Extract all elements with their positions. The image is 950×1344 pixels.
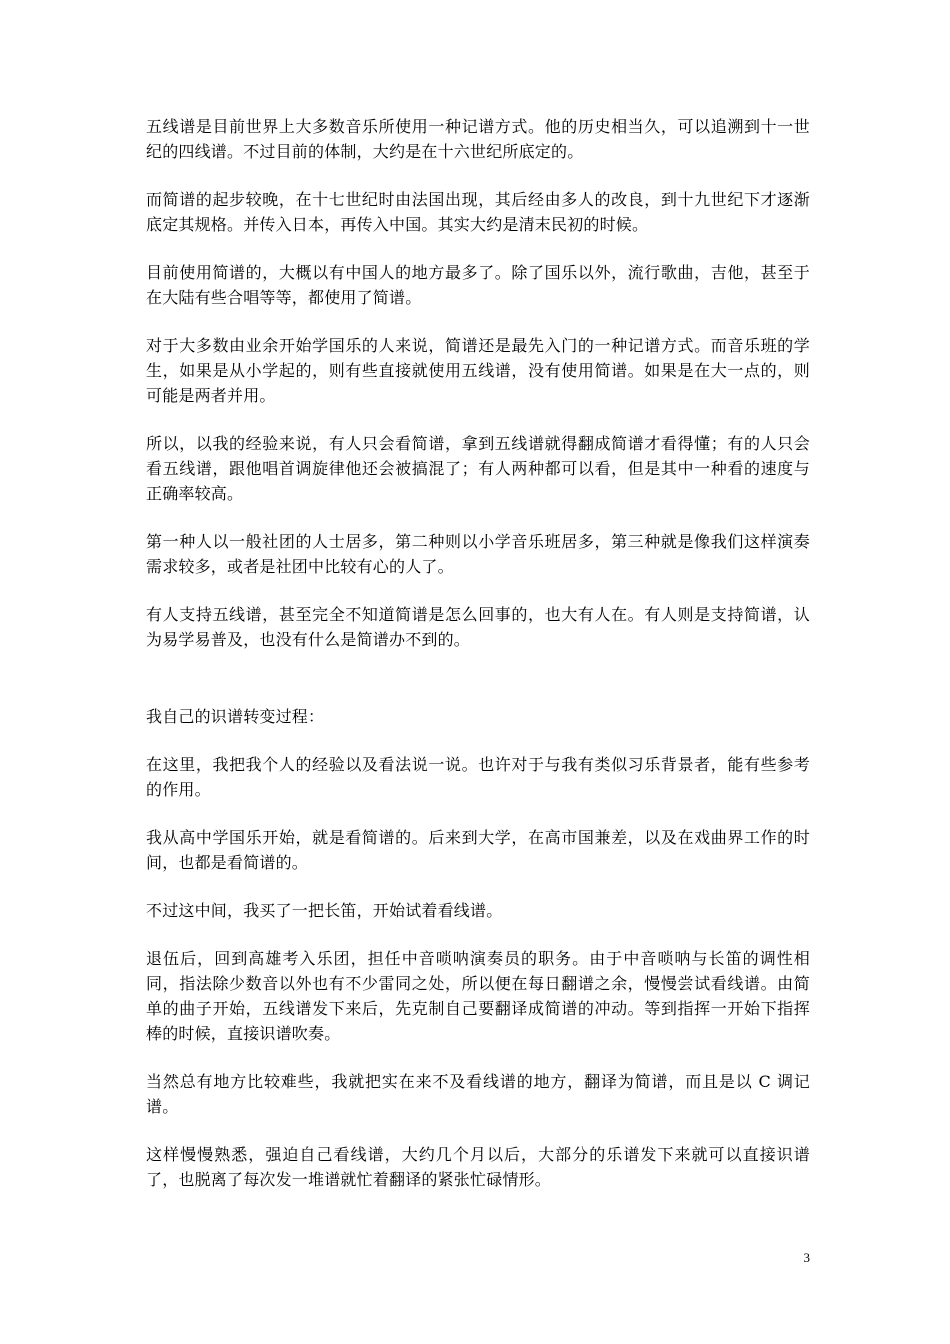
paragraph-1: 五线谱是目前世界上大多数音乐所使用一种记谱方式。他的历史相当久，可以追溯到十一世纪的四线谱。不过目前的体制，大约是在十六世纪所底定的。 [146, 117, 810, 161]
paragraph-7: 有人支持五线谱，甚至完全不知道简谱是怎么回事的，也大有人在。有人则是支持简谱，认为易学易普及，也没有什么是简谱办不到的。 [146, 605, 810, 649]
paragraph-12: 当然总有地方比较难些，我就把实在来不及看线谱的地方，翻译为简谱，而且是以 C 调记谱。 [146, 1072, 810, 1116]
paragraph-4: 对于大多数由业余开始学国乐的人来说，简谱还是最先入门的一种记谱方式。而音乐班的学生，如果是从小学起的，则有些直接就使用五线谱，没有使用简谱。如果是在大一点的，则可能是两者并用。 [146, 336, 810, 405]
section-heading: 我自己的识谱转变过程： [146, 707, 325, 726]
document-body [146, 114, 810, 1192]
page-number: 3 [803, 1250, 810, 1265]
paragraph-3: 目前使用简谱的，大概以有中国人的地方最多了。除了国乐以外，流行歌曲，吉他，甚至于在大陆有些合唱等等，都使用了简谱。 [146, 263, 810, 307]
paragraph-2: 而简谱的起步较晚，在十七世纪时由法国出现，其后经由多人的改良，到十九世纪下才逐渐底定其规格。并传入日本，再传入中国。其实大约是清末民初的时候。 [146, 190, 810, 234]
paragraph-8: 在这里，我把我个人的经验以及看法说一说。也许对于与我有类似习乐背景者，能有些参考的作用。 [146, 755, 810, 799]
paragraph-10: 不过这中间，我买了一把长笛，开始试着看线谱。 [146, 901, 503, 920]
paragraph-11: 退伍后，回到高雄考入乐团，担任中音唢呐演奏员的职务。由于中音唢呐与长笛的调性相同，指法除少数音以外也有不少雷同之处，所以便在每日翻谱之余，慢慢尝试看线谱。由简单的曲子开始，五线谱发下来后，先克制自己要翻译成简谱的冲动。等到指挥一开始下指挥棒的时候，直接识谱吹奏。 [146, 949, 810, 1043]
paragraph-6: 第一种人以一般社团的人士居多，第二种则以小学音乐班居多，第三种就是像我们这样演奏需求较多，或者是社团中比较有心的人了。 [146, 532, 810, 576]
paragraph-9: 我从高中学国乐开始，就是看简谱的。后来到大学，在高市国兼差，以及在戏曲界工作的时间，也都是看简谱的。 [146, 828, 810, 872]
paragraph-13: 这样慢慢熟悉，强迫自己看线谱，大约几个月以后，大部分的乐谱发下来就可以直接识谱了，也脱离了每次发一堆谱就忙着翻译的紧张忙碌情形。 [146, 1145, 810, 1189]
paragraph-5: 所以，以我的经验来说，有人只会看简谱，拿到五线谱就得翻成简谱才看得懂；有的人只会看五线谱，跟他唱首调旋律他还会被搞混了；有人两种都可以看，但是其中一种看的速度与正确率较高。 [146, 434, 810, 503]
